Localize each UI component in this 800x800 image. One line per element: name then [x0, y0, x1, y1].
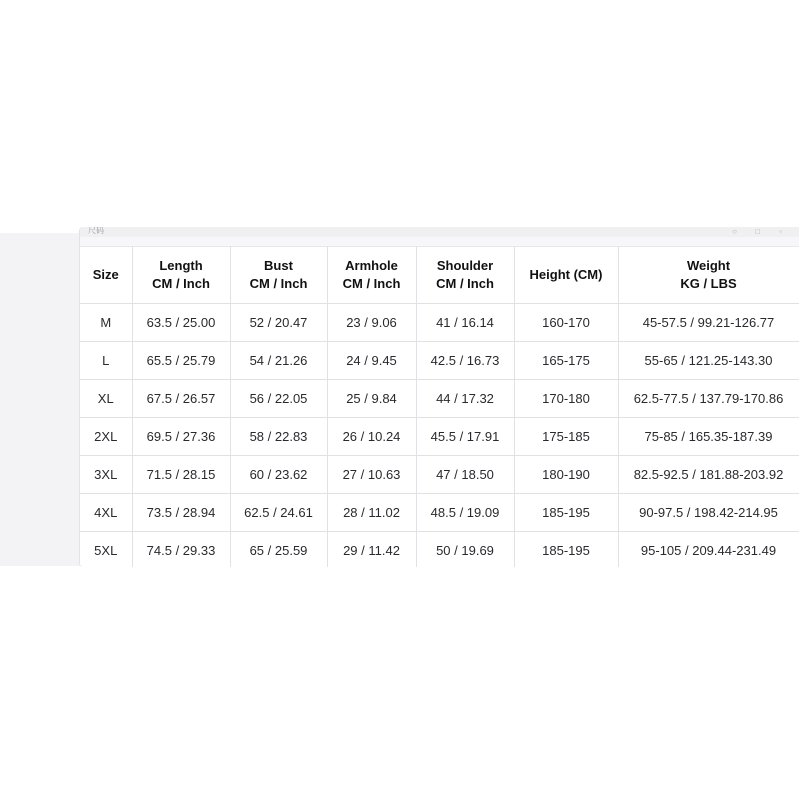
table-cell: 65 / 25.59: [230, 532, 327, 568]
table-row: [80, 304, 799, 342]
table-cell: 82.5-92.5 / 181.88-203.92: [618, 456, 799, 494]
column-header: Bust CM / Inch: [230, 247, 327, 304]
table-cell: 50 / 19.69: [416, 532, 514, 568]
table-cell: 41 / 16.14: [416, 304, 514, 342]
table-row: [80, 380, 799, 418]
table-cell: 185-195: [514, 494, 618, 532]
panel-header-bar: [80, 227, 799, 237]
table-cell: 175-185: [514, 418, 618, 456]
column-header: Weight KG / LBS: [618, 247, 799, 304]
table-cell: 90-97.5 / 198.42-214.95: [618, 494, 799, 532]
table-row: [80, 494, 799, 532]
table-cell: 60 / 23.62: [230, 456, 327, 494]
table-cell: 5XL: [80, 532, 132, 568]
table-cell: 3XL: [80, 456, 132, 494]
copy-icon[interactable]: □: [755, 227, 760, 236]
column-header: Length CM / Inch: [132, 247, 230, 304]
table-cell: 27 / 10.63: [327, 456, 416, 494]
table-cell: 56 / 22.05: [230, 380, 327, 418]
table-cell: 62.5-77.5 / 137.79-170.86: [618, 380, 799, 418]
table-cell: 71.5 / 28.15: [132, 456, 230, 494]
table-cell: 185-195: [514, 532, 618, 568]
table-cell: 62.5 / 24.61: [230, 494, 327, 532]
table-row: [80, 456, 799, 494]
table-cell: 48.5 / 19.09: [416, 494, 514, 532]
table-cell: 65.5 / 25.79: [132, 342, 230, 380]
table-cell: 74.5 / 29.33: [132, 532, 230, 568]
table-cell: 4XL: [80, 494, 132, 532]
table-cell: 170-180: [514, 380, 618, 418]
table-row: [80, 342, 799, 380]
table-cell: 28 / 11.02: [327, 494, 416, 532]
table-cell: 24 / 9.45: [327, 342, 416, 380]
table-cell: 73.5 / 28.94: [132, 494, 230, 532]
table-cell: 42.5 / 16.73: [416, 342, 514, 380]
table-cell: 45-57.5 / 99.21-126.77: [618, 304, 799, 342]
table-cell: 69.5 / 27.36: [132, 418, 230, 456]
table-cell: L: [80, 342, 132, 380]
table-cell: 55-65 / 121.25-143.30: [618, 342, 799, 380]
table-cell: 44 / 17.32: [416, 380, 514, 418]
column-header: Size: [80, 247, 132, 304]
table-cell: 45.5 / 17.91: [416, 418, 514, 456]
table-cell: 26 / 10.24: [327, 418, 416, 456]
size-chart-panel: [79, 227, 799, 567]
table-cell: 25 / 9.84: [327, 380, 416, 418]
panel-toolbar: [730, 227, 785, 236]
table-cell: 95-105 / 209.44-231.49: [618, 532, 799, 568]
table-row: [80, 532, 799, 568]
left-background-strip: [0, 233, 80, 566]
table-cell: 23 / 9.06: [327, 304, 416, 342]
table-cell: M: [80, 304, 132, 342]
size-table: [80, 246, 799, 567]
panel-title: 尺码: [88, 227, 104, 235]
table-cell: 67.5 / 26.57: [132, 380, 230, 418]
table-cell: 54 / 21.26: [230, 342, 327, 380]
column-header: Armhole CM / Inch: [327, 247, 416, 304]
table-cell: 160-170: [514, 304, 618, 342]
table-cell: 2XL: [80, 418, 132, 456]
column-header: Height (CM): [514, 247, 618, 304]
refresh-icon[interactable]: ○: [732, 227, 737, 236]
table-cell: 52 / 20.47: [230, 304, 327, 342]
table-cell: XL: [80, 380, 132, 418]
table-row: [80, 418, 799, 456]
table-cell: 165-175: [514, 342, 618, 380]
table-cell: 58 / 22.83: [230, 418, 327, 456]
table-cell: 63.5 / 25.00: [132, 304, 230, 342]
column-header: Shoulder CM / Inch: [416, 247, 514, 304]
more-icon[interactable]: ◦: [779, 227, 782, 236]
table-cell: 75-85 / 165.35-187.39: [618, 418, 799, 456]
table-header-row: [80, 247, 799, 304]
table-cell: 47 / 18.50: [416, 456, 514, 494]
table-cell: 29 / 11.42: [327, 532, 416, 568]
table-cell: 180-190: [514, 456, 618, 494]
